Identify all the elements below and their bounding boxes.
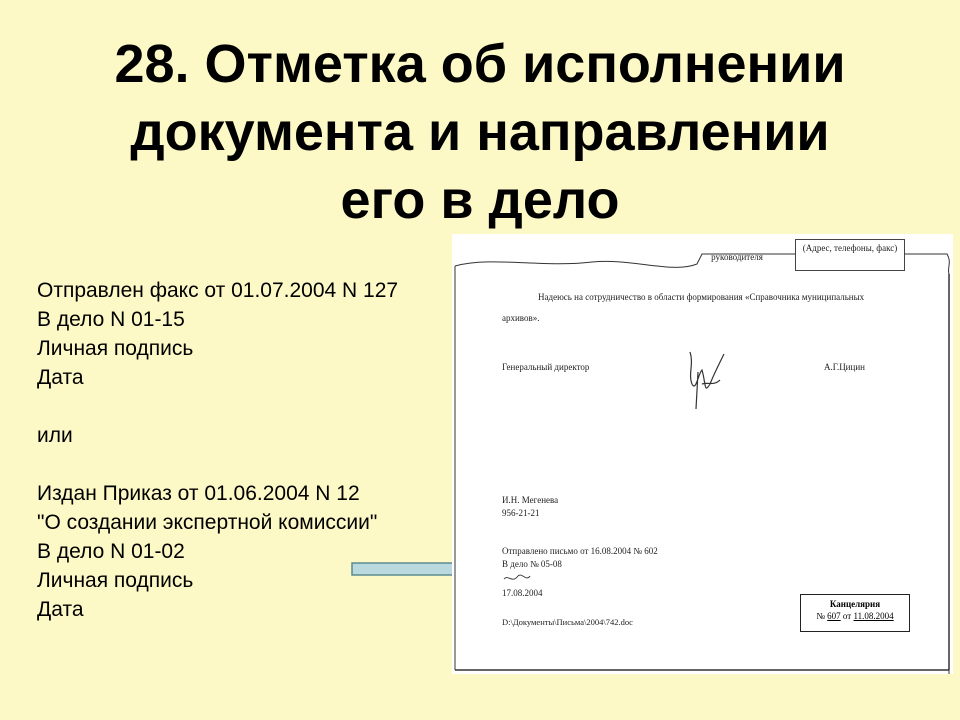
title-line: его в дело — [340, 170, 620, 230]
registration-stamp — [800, 594, 910, 632]
note-line: Отправлен факс от 01.07.2004 N 127 — [37, 279, 399, 302]
doc-mark-line: В дело № 05-08 — [502, 559, 562, 569]
note-line: или — [37, 424, 73, 447]
doc-signer-name: А.Г.Цицин — [824, 362, 865, 372]
notes-text — [37, 276, 398, 624]
doc-body-line: Надеюсь на сотрудничество в области формирования «Справочника муниципальных — [538, 292, 865, 302]
doc-file-path: D:\Документы\Письма\2004\742.doc — [502, 617, 633, 627]
header-box-address: (Адрес, телефоны, факс) — [795, 239, 905, 271]
note-line: Личная подпись — [37, 337, 194, 360]
stamp-number-line: № 607 от 11.08.2004 — [816, 611, 894, 621]
title-line: 28. Отметка об исполнении — [114, 34, 846, 94]
doc-mark-date: 17.08.2004 — [502, 588, 543, 598]
stamp-title: Канцелярия — [829, 599, 881, 609]
note-line — [37, 450, 398, 479]
doc-executor-name: И.Н. Мегенева — [502, 495, 559, 505]
doc-body-line: архивов». — [502, 313, 540, 323]
stamp-number: 607 — [827, 611, 841, 621]
title-line: документа и направлении — [130, 102, 830, 162]
slide-title — [40, 30, 920, 234]
header-box-manager: руководителя — [711, 252, 763, 262]
note-line — [37, 392, 398, 421]
note-line: В дело N 01-02 — [37, 540, 185, 563]
note-line: "О создании экспертной комиссии" — [37, 511, 378, 534]
note-line: Дата — [37, 598, 84, 621]
stamp-date: 11.08.2004 — [853, 611, 894, 621]
doc-executor-phone: 956-21-21 — [502, 508, 540, 518]
note-line: Личная подпись — [37, 569, 194, 592]
mark-scribble — [504, 575, 530, 579]
note-line: Издан Приказ от 01.06.2004 N 12 — [37, 482, 360, 505]
note-line: Дата — [37, 366, 84, 389]
doc-mark-line: Отправлено письмо от 16.08.2004 № 602 — [502, 546, 658, 556]
document-image — [452, 234, 953, 674]
signature-scribble — [690, 352, 724, 409]
note-line: В дело N 01-15 — [37, 308, 185, 331]
doc-signer-title: Генеральный директор — [502, 362, 590, 372]
